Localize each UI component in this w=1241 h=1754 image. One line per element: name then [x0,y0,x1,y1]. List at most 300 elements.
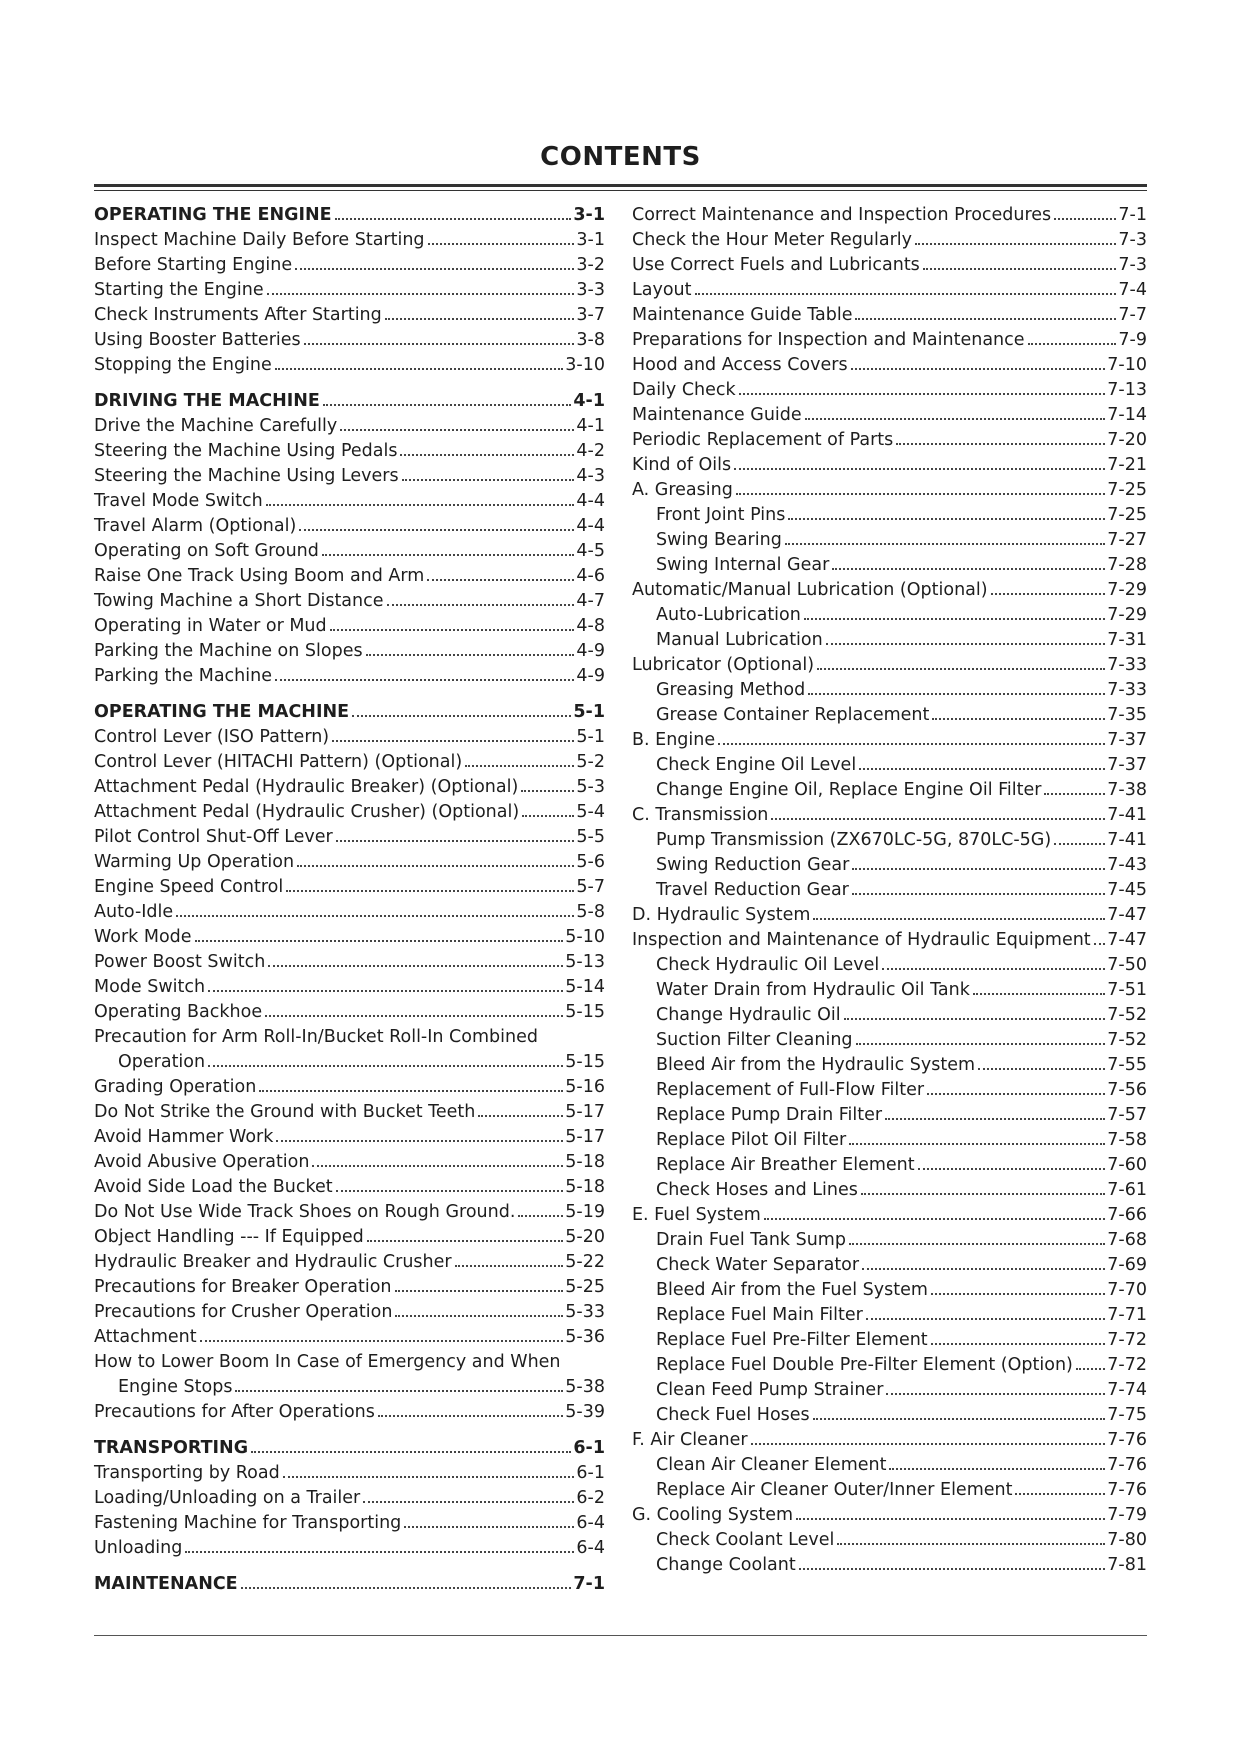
toc-entry-title: OPERATING THE MACHINE [94,702,350,722]
toc-page-number: 7-56 [1107,1080,1147,1100]
toc-entry[interactable] [632,730,1147,755]
toc-entry-title: Do Not Use Wide Track Shoes on Rough Ground. [94,1202,516,1222]
footer-rule [94,1635,1147,1636]
toc-entry[interactable] [632,580,1147,605]
toc-entry-title: Maintenance Guide [632,405,802,425]
dot-leader [275,367,564,370]
dot-leader [312,1164,563,1167]
toc-entry-title: A. Greasing [632,480,733,500]
toc-section-heading[interactable] [94,702,605,727]
dot-leader [336,839,575,842]
toc-sub-entry[interactable] [632,1255,1147,1280]
toc-entry[interactable] [94,516,605,541]
toc-page-number: 4-2 [576,441,605,461]
toc-sub-entry[interactable] [632,1230,1147,1255]
toc-entry-wrapped[interactable] [94,1027,605,1052]
dot-leader [896,442,1105,445]
toc-page-number: 4-7 [576,591,605,611]
toc-entry[interactable] [94,1127,605,1152]
toc-page-number: 7-3 [1118,255,1147,275]
toc-entry[interactable] [94,641,605,666]
toc-page-number: 7-70 [1107,1280,1147,1300]
toc-entry[interactable] [94,752,605,777]
dot-leader [251,1450,571,1453]
toc-entry-title: E. Fuel System [632,1205,761,1225]
dot-leader [455,1264,564,1267]
toc-entry[interactable] [632,255,1147,280]
section-gap [94,380,605,391]
toc-entry-title: Front Joint Pins [656,505,786,525]
dot-leader [695,292,1117,295]
dot-leader [259,1089,563,1092]
toc-entry-title: Suction Filter Cleaning [656,1030,853,1050]
toc-entry-title: MAINTENANCE [94,1574,238,1594]
toc-sub-entry[interactable] [632,1130,1147,1155]
toc-entry[interactable] [632,1205,1147,1230]
toc-page-number: 5-1 [576,727,605,747]
toc-page-number: 5-3 [576,777,605,797]
toc-entry-title: Replace Air Cleaner Outer/Inner Element [656,1480,1013,1500]
toc-entry-title: Object Handling --- If Equipped [94,1227,364,1247]
toc-entry-wrapped[interactable] [94,1352,605,1377]
toc-entry[interactable] [94,330,605,355]
toc-sub-entry[interactable] [632,1005,1147,1030]
toc-entry-title: Precautions for Breaker Operation [94,1277,392,1297]
toc-entry[interactable] [94,1152,605,1177]
toc-page-number: 7-43 [1107,855,1147,875]
toc-entry[interactable] [632,230,1147,255]
dot-leader [915,242,1116,245]
toc-entry-title: Attachment Pedal (Hydraulic Breaker) (Optional) [94,777,519,797]
toc-entry-title: Hood and Access Covers [632,355,848,375]
dot-leader [265,1014,563,1017]
toc-entry-title: D. Hydraulic System [632,905,811,925]
toc-entry[interactable] [94,1488,605,1513]
toc-entry-title: Hydraulic Breaker and Hydraulic Crusher [94,1252,452,1272]
toc-sub-entry[interactable] [632,1155,1147,1180]
toc-entry[interactable] [94,280,605,305]
toc-page-number: 7-52 [1107,1030,1147,1050]
toc-entry-title: G. Cooling System [632,1505,794,1525]
toc-page-number: 7-76 [1107,1455,1147,1475]
toc-entry-title: Operating on Soft Ground [94,541,319,561]
toc-sub-entry[interactable] [632,705,1147,730]
toc-entry-title: Avoid Abusive Operation [94,1152,310,1172]
toc-entry-title: Precautions for After Operations [94,1402,375,1422]
toc-entry[interactable] [632,905,1147,930]
toc-entry[interactable] [94,1513,605,1538]
toc-page-number: 6-2 [576,1488,605,1508]
toc-sub-entry[interactable] [632,555,1147,580]
toc-page-number: 3-1 [576,230,605,250]
dot-leader [866,1317,1105,1320]
toc-page-number: 5-5 [576,827,605,847]
toc-sub-entry[interactable] [632,1530,1147,1555]
dot-leader [886,1392,1105,1395]
toc-sub-entry[interactable] [632,1555,1147,1580]
toc-page-number: 7-9 [1118,330,1147,350]
toc-entry-title: Swing Bearing [656,530,782,550]
toc-sub-entry[interactable] [632,1305,1147,1330]
dot-leader [518,1214,563,1217]
toc-entry[interactable] [632,330,1147,355]
toc-entry[interactable] [94,877,605,902]
toc-entry[interactable] [94,666,605,691]
toc-entry-title: Grading Operation [94,1077,257,1097]
toc-page-number: 7-33 [1107,680,1147,700]
toc-section-heading[interactable] [94,391,605,416]
toc-sub-entry[interactable] [632,605,1147,630]
toc-page-number: 4-1 [576,416,605,436]
toc-entry-title: Operating Backhoe [94,1002,263,1022]
toc-page-number: 5-18 [565,1152,605,1172]
toc-entry[interactable] [94,1277,605,1302]
toc-page-number: 6-1 [573,1438,605,1458]
toc-entry[interactable] [94,305,605,330]
toc-sub-entry[interactable] [632,1080,1147,1105]
toc-page-number: 7-13 [1107,380,1147,400]
section-gap [94,1563,605,1574]
toc-entry-title: Drain Fuel Tank Sump [656,1230,846,1250]
dot-leader [796,1517,1105,1520]
dot-leader [297,864,574,867]
toc-entry[interactable] [94,591,605,616]
toc-page-number: 5-38 [565,1377,605,1397]
dot-leader [276,1139,563,1142]
toc-entry[interactable] [632,805,1147,830]
toc-sub-entry[interactable] [632,1355,1147,1380]
toc-entry-title: Replace Pump Drain Filter [656,1105,883,1125]
toc-page-number: 5-17 [565,1127,605,1147]
toc-entry-title: Towing Machine a Short Distance [94,591,384,611]
toc-page-number: 7-20 [1107,430,1147,450]
toc-entry-title: Pilot Control Shut-Off Lever [94,827,333,847]
toc-entry-title: Maintenance Guide Table [632,305,853,325]
dot-leader [283,1475,575,1478]
toc-section-heading[interactable] [94,1438,605,1463]
toc-page-number: 7-80 [1107,1530,1147,1550]
toc-entry-title: Travel Reduction Gear [656,880,849,900]
toc-entry-title: Replace Air Breather Element [656,1155,915,1175]
toc-sub-entry[interactable] [632,680,1147,705]
toc-sub-entry[interactable] [632,855,1147,880]
dot-leader [340,428,574,431]
toc-entry-title: Change Hydraulic Oil [656,1005,841,1025]
toc-entry-title: Check Water Separator [656,1255,860,1275]
toc-sub-entry[interactable] [632,1180,1147,1205]
toc-entry[interactable] [94,1463,605,1488]
dot-leader [299,528,574,531]
toc-page-number: 4-4 [576,491,605,511]
toc-page-number: 4-1 [573,391,605,411]
toc-entry[interactable] [94,727,605,752]
toc-entry[interactable] [632,930,1147,955]
toc-entry[interactable] [94,1538,605,1563]
toc-sub-entry[interactable] [632,1055,1147,1080]
dot-leader [852,867,1105,870]
toc-page-number: 5-19 [565,1202,605,1222]
dot-leader [817,667,1105,670]
toc-sub-entry[interactable] [632,1380,1147,1405]
toc-sub-entry[interactable] [632,980,1147,1005]
toc-sub-entry[interactable] [632,955,1147,980]
dot-leader [861,1192,1105,1195]
toc-entry-title: Engine Speed Control [94,877,284,897]
toc-entry[interactable] [94,1252,605,1277]
toc-entry-title: B. Engine [632,730,716,750]
dot-leader [862,1267,1105,1270]
toc-page-number: 5-14 [565,977,605,997]
toc-entry-title: Control Lever (ISO Pattern) [94,727,330,747]
toc-entry[interactable] [94,777,605,802]
dot-leader [275,678,574,681]
toc-sub-entry[interactable] [632,880,1147,905]
toc-page-number: 7-3 [1118,230,1147,250]
toc-entry-title: Parking the Machine [94,666,272,686]
dot-leader [931,1342,1106,1345]
toc-entry[interactable] [632,1505,1147,1530]
toc-entry[interactable] [94,927,605,952]
toc-page-number: 7-27 [1107,530,1147,550]
toc-entry[interactable] [94,827,605,852]
dot-leader [385,317,575,320]
toc-page-number: 7-41 [1107,805,1147,825]
dot-leader [799,1567,1106,1570]
toc-page-number: 7-79 [1107,1505,1147,1525]
toc-entry-title: Check Engine Oil Level [656,755,857,775]
toc-sub-entry[interactable] [632,1330,1147,1355]
toc-page-number: 3-7 [576,305,605,325]
toc-entry[interactable] [94,441,605,466]
toc-sub-entry[interactable] [632,530,1147,555]
toc-entry[interactable] [94,902,605,927]
toc-entry-title: Replace Fuel Pre-Filter Element [656,1330,928,1350]
toc-entry[interactable] [94,566,605,591]
toc-sub-entry[interactable] [632,505,1147,530]
toc-sub-entry[interactable] [632,755,1147,780]
dot-leader [404,1525,574,1528]
toc-entry-title: F. Air Cleaner [632,1430,748,1450]
section-gap [94,691,605,702]
toc-entry-title: Auto-Idle [94,902,174,922]
dot-leader [323,403,572,406]
toc-entry-title: Parking the Machine on Slopes [94,641,363,661]
toc-entry[interactable] [94,1327,605,1352]
dot-leader [882,967,1105,970]
toc-entry[interactable] [94,255,605,280]
toc-entry-title: Attachment [94,1327,197,1347]
toc-entry-continuation[interactable] [94,1052,605,1077]
toc-entry-title: Water Drain from Hydraulic Oil Tank [656,980,970,1000]
toc-sub-entry[interactable] [632,1030,1147,1055]
dot-leader [176,914,574,917]
toc-page-number: 3-1 [573,205,605,225]
toc-entry-title: Check Hydraulic Oil Level [656,955,880,975]
toc-entry[interactable] [632,380,1147,405]
toc-entry[interactable] [632,480,1147,505]
toc-page-number: 3-2 [576,255,605,275]
toc-entry-title: Fastening Machine for Transporting [94,1513,402,1533]
toc-entry-title: Steering the Machine Using Levers [94,466,399,486]
dot-leader [378,1414,563,1417]
dot-leader [832,567,1105,570]
toc-entry-title: Layout [632,280,692,300]
toc-page-number: 5-22 [565,1252,605,1272]
toc-page-number: 7-29 [1107,605,1147,625]
toc-entry[interactable] [632,1430,1147,1455]
toc-page-number: 4-9 [576,641,605,661]
toc-page-number: 5-16 [565,1077,605,1097]
section-gap [94,1427,605,1438]
toc-page-number: 7-21 [1107,455,1147,475]
toc-entry-title: Replace Pilot Oil Filter [656,1130,847,1150]
toc-entry-title: Starting the Engine [94,280,264,300]
toc-page-number: 7-29 [1107,580,1147,600]
toc-entry[interactable] [94,1002,605,1027]
toc-entry-title: Kind of Oils [632,455,732,475]
toc-entry[interactable] [632,280,1147,305]
dot-leader [849,1242,1105,1245]
toc-page-number: 5-1 [573,702,605,722]
dot-leader [286,889,574,892]
toc-page-number: 7-71 [1107,1305,1147,1325]
dot-leader [849,1142,1105,1145]
dot-leader [208,989,563,992]
toc-entry[interactable] [94,852,605,877]
title-rule-thin [94,190,1147,191]
toc-sub-entry[interactable] [632,1455,1147,1480]
toc-page-number: 7-51 [1107,980,1147,1000]
toc-entry-title: Daily Check [632,380,736,400]
toc-entry-title: Travel Mode Switch [94,491,263,511]
toc-section-heading[interactable] [94,1574,605,1599]
toc-entry-title: Use Correct Fuels and Lubricants [632,255,920,275]
toc-page-number: 5-6 [576,852,605,872]
toc-entry[interactable] [94,977,605,1002]
dot-leader [734,467,1105,470]
toc-section-heading[interactable] [94,205,605,230]
toc-page-number: 7-72 [1107,1355,1147,1375]
toc-entry[interactable] [94,466,605,491]
dot-leader [1076,1367,1105,1370]
toc-entry[interactable] [632,355,1147,380]
toc-entry-title: Drive the Machine Carefully [94,416,338,436]
toc-entry[interactable] [94,1102,605,1127]
toc-entry[interactable] [94,416,605,441]
toc-entry-title: Check the Hour Meter Regularly [632,230,912,250]
toc-entry-title: Power Boost Switch [94,952,266,972]
toc-entry[interactable] [632,455,1147,480]
dot-leader [856,1042,1106,1045]
toc-page-number: 7-33 [1107,655,1147,675]
toc-sub-entry[interactable] [632,630,1147,655]
toc-entry[interactable] [94,355,605,380]
dot-leader [200,1339,564,1342]
toc-page-number: 5-4 [576,802,605,822]
toc-sub-entry[interactable] [632,1480,1147,1505]
toc-page-number: 7-57 [1107,1105,1147,1125]
toc-page-number: 7-37 [1107,755,1147,775]
toc-entry[interactable] [632,205,1147,230]
toc-entry[interactable] [632,655,1147,680]
toc-entry[interactable] [94,541,605,566]
toc-entry-title: Avoid Hammer Work [94,1127,274,1147]
toc-page-number: 4-9 [576,666,605,686]
toc-entry-title: Loading/Unloading on a Trailer [94,1488,361,1508]
toc-sub-entry[interactable] [632,1105,1147,1130]
dot-leader [295,267,574,270]
toc-entry-continuation[interactable] [94,1377,605,1402]
toc-entry[interactable] [94,1302,605,1327]
toc-entry[interactable] [94,491,605,516]
dot-leader [923,267,1117,270]
toc-page-number: 7-58 [1107,1130,1147,1150]
toc-entry-title: Replace Fuel Double Pre-Filter Element (Option) [656,1355,1073,1375]
toc-page-number: 3-8 [576,330,605,350]
dot-leader [852,892,1105,895]
dot-leader [889,1467,1105,1470]
toc-page-number: 6-4 [576,1513,605,1533]
toc-entry-title: Bleed Air from the Hydraulic System [656,1055,976,1075]
toc-entry-title: Check Instruments After Starting [94,305,382,325]
toc-entry[interactable] [632,305,1147,330]
toc-page-number: 5-15 [565,1052,605,1072]
toc-page-number: 5-15 [565,1002,605,1022]
toc-page-number: 4-4 [576,516,605,536]
dot-leader [335,217,572,220]
dot-leader [1028,342,1117,345]
toc-page-number: 7-1 [1118,205,1147,225]
toc-page-number: 5-13 [565,952,605,972]
toc-entry[interactable] [94,230,605,255]
toc-entry[interactable] [94,952,605,977]
toc-entry-title: OPERATING THE ENGINE [94,205,332,225]
toc-entry[interactable] [632,405,1147,430]
toc-sub-entry[interactable] [632,1280,1147,1305]
toc-page-number: 7-45 [1107,880,1147,900]
toc-page-number: 7-76 [1107,1480,1147,1500]
dot-leader [855,317,1116,320]
dot-leader [736,492,1105,495]
toc-entry[interactable] [94,1227,605,1252]
dot-leader [718,742,1105,745]
dot-leader [465,764,574,767]
dot-leader [859,767,1105,770]
toc-entry[interactable] [94,802,605,827]
toc-entry-title: Transporting by Road [94,1463,280,1483]
toc-entry-title: Preparations for Inspection and Maintenance [632,330,1025,350]
toc-sub-entry[interactable] [632,1405,1147,1430]
toc-entry-title: Inspection and Maintenance of Hydraulic Equipment [632,930,1091,950]
toc-entry-title: Using Booster Batteries [94,330,301,350]
toc-sub-entry[interactable] [632,780,1147,805]
dot-leader [395,1289,564,1292]
toc-entry[interactable] [94,1202,605,1227]
toc-entry[interactable] [94,1402,605,1427]
dot-leader [837,1542,1105,1545]
toc-sub-entry[interactable] [632,830,1147,855]
toc-entry[interactable] [94,1177,605,1202]
toc-entry[interactable] [94,1077,605,1102]
toc-entry[interactable] [632,430,1147,455]
toc-entry[interactable] [94,616,605,641]
dot-leader [1054,217,1116,220]
toc-page-number: 7-47 [1107,905,1147,925]
toc-page-number: 7-10 [1107,355,1147,375]
toc-page-number: 7-55 [1107,1055,1147,1075]
toc-page-number: 4-8 [576,616,605,636]
toc-page-number: 3-3 [576,280,605,300]
